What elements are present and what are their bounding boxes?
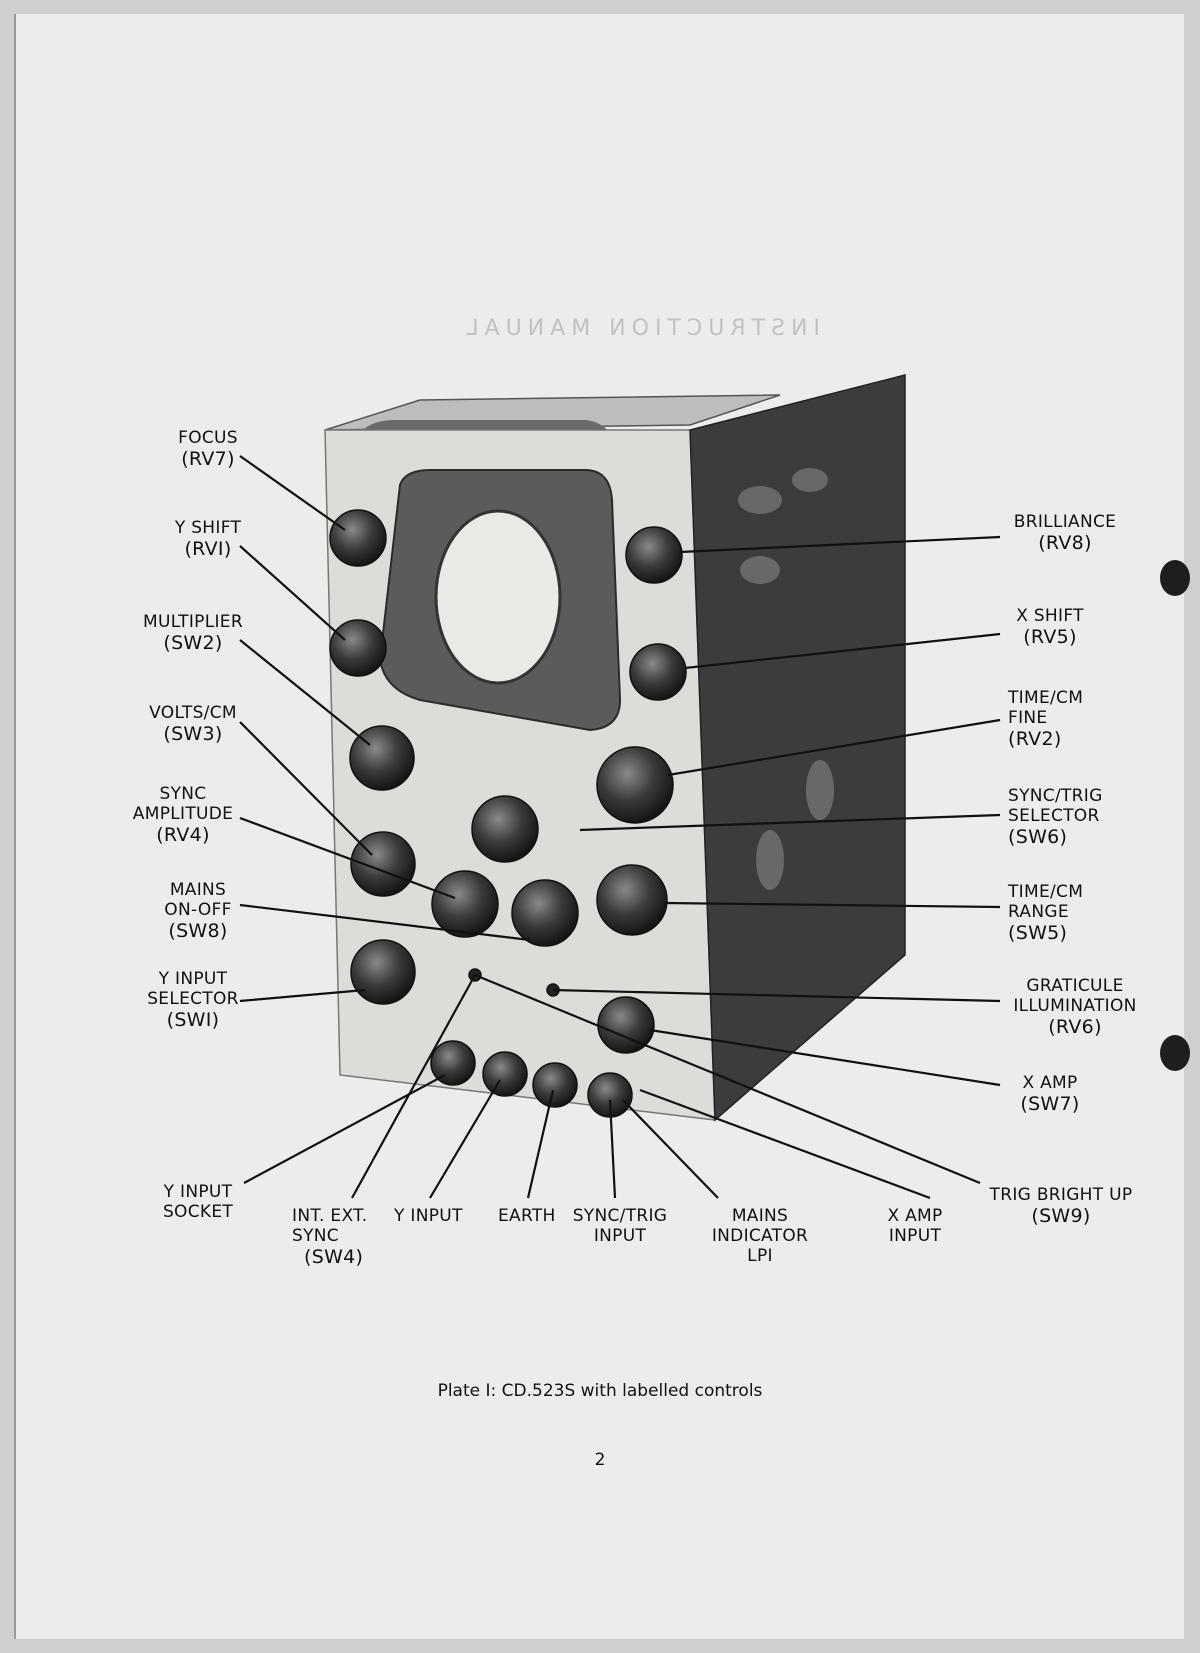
label-focus-code: (RV7) (181, 448, 235, 470)
label-graticule-illumination (1000, 976, 1150, 1039)
label-y-input-socket (148, 1182, 248, 1222)
focus-knob (330, 510, 386, 566)
label-multiplier (118, 612, 268, 655)
label-mains-on-off-name1: MAINS (169, 880, 227, 900)
label-mains-on-off-code: (SW8) (168, 920, 228, 942)
label-time-cm-range-name1: TIME/CM (1008, 882, 1084, 902)
label-time-cm-range-code: (SW5) (1008, 922, 1068, 944)
label-y-shift (158, 518, 258, 561)
label-x-amp-input-name2: INPUT (888, 1226, 942, 1246)
label-sync-trig-input (570, 1206, 670, 1246)
label-sync-trig-selector-name2: SELECTOR (1008, 806, 1100, 826)
crt-screen (436, 511, 560, 683)
label-x-amp (1005, 1073, 1095, 1116)
sync-trig-selector-knob (512, 880, 578, 946)
time-cm-range-knob (597, 865, 667, 935)
label-sync-trig-input-name2: INPUT (593, 1226, 647, 1246)
label-time-cm-fine-name2: FINE (1008, 708, 1048, 728)
label-y-input (394, 1206, 484, 1226)
brilliance-knob (626, 527, 682, 583)
label-sync-amplitude-code: (RV4) (156, 824, 210, 846)
label-focus-name: FOCUS (178, 428, 238, 448)
label-multiplier-code: (SW2) (163, 632, 223, 654)
time-cm-fine-knob (597, 747, 673, 823)
y-shift-knob (330, 620, 386, 676)
label-x-shift (1000, 606, 1100, 649)
label-time-cm-range (1008, 882, 1118, 945)
y-input-selector-knob (351, 940, 415, 1004)
label-y-input-name: Y INPUT (394, 1206, 463, 1226)
label-sync-amplitude (118, 784, 248, 847)
label-graticule-illumination-name2: ILLUMINATION (1013, 996, 1137, 1016)
label-volts-cm (128, 703, 258, 746)
label-y-input-socket-name1: Y INPUT (163, 1182, 233, 1202)
show-through-text (460, 316, 820, 341)
label-y-shift-code: (RVI) (184, 538, 232, 560)
label-mains-on-off-name2: ON-OFF (164, 900, 232, 920)
label-brilliance-code: (RV8) (1038, 532, 1092, 554)
label-multiplier-name: MULTIPLIER (143, 612, 243, 632)
label-int-ext-sync (292, 1206, 402, 1269)
label-int-ext-sync-name2: SYNC (292, 1226, 339, 1246)
punch-hole-top (1160, 560, 1190, 596)
plate-caption: Plate I: CD.523S with labelled controls (437, 1381, 763, 1401)
label-mains-indicator-name2: INDICATOR (711, 1226, 809, 1246)
svg-text:INSTRUCTION MANUAL: INSTRUCTION MANUAL (460, 316, 820, 341)
label-sync-trig-selector-code: (SW6) (1008, 826, 1068, 848)
label-focus (158, 428, 258, 471)
label-volts-cm-name: VOLTS/CM (149, 703, 237, 723)
label-sync-trig-selector-name1: SYNC/TRIG (1008, 786, 1103, 806)
page-number: 2 (594, 1450, 606, 1470)
earth-terminal (533, 1063, 577, 1107)
label-brilliance (1000, 512, 1130, 555)
label-y-input-selector (138, 969, 248, 1032)
label-y-input-selector-name2: SELECTOR (147, 989, 239, 1009)
label-time-cm-range-name2: RANGE (1008, 902, 1069, 922)
label-sync-trig-selector (1008, 786, 1128, 849)
label-x-amp-name: X AMP (1022, 1073, 1078, 1093)
label-x-amp-input (875, 1206, 955, 1246)
label-sync-trig-input-name1: SYNC/TRIG (572, 1206, 668, 1226)
label-brilliance-name: BRILLIANCE (1013, 512, 1117, 532)
label-mains-on-off (148, 880, 248, 943)
label-trig-bright-up-code: (SW9) (1031, 1205, 1091, 1227)
label-graticule-illumination-code: (RV6) (1048, 1016, 1102, 1038)
label-x-amp-input-name1: X AMP (887, 1206, 943, 1226)
label-mains-indicator-name3: LPI (747, 1246, 773, 1266)
label-x-shift-code: (RV5) (1023, 626, 1077, 648)
label-earth-name: EARTH (498, 1206, 556, 1226)
y-input-terminal (483, 1052, 527, 1096)
label-y-input-selector-name1: Y INPUT (158, 969, 228, 989)
label-y-input-selector-code: (SWI) (166, 1009, 220, 1031)
label-earth (498, 1206, 578, 1226)
label-trig-bright-up-name: TRIG BRIGHT UP (989, 1185, 1133, 1205)
x-shift-knob (630, 644, 686, 700)
label-int-ext-sync-code: (SW4) (304, 1246, 364, 1268)
mains-on-off-knob (432, 871, 498, 937)
label-volts-cm-code: (SW3) (163, 723, 223, 745)
label-time-cm-fine (1008, 688, 1118, 751)
label-time-cm-fine-name1: TIME/CM (1008, 688, 1084, 708)
label-mains-indicator (700, 1206, 820, 1266)
label-time-cm-fine-code: (RV2) (1008, 728, 1062, 750)
punch-hole-bottom (1160, 1035, 1190, 1071)
sync-amplitude-knob (472, 796, 538, 862)
label-y-shift-name: Y SHIFT (174, 518, 242, 538)
label-mains-indicator-name1: MAINS (731, 1206, 789, 1226)
label-graticule-illumination-name1: GRATICULE (1026, 976, 1124, 996)
label-int-ext-sync-name1: INT. EXT. (292, 1206, 368, 1226)
label-trig-bright-up (976, 1185, 1146, 1228)
label-y-input-socket-name2: SOCKET (162, 1202, 234, 1222)
label-sync-amplitude-name1: SYNC (159, 784, 207, 804)
label-x-shift-name: X SHIFT (1016, 606, 1084, 626)
label-x-amp-code: (SW7) (1020, 1093, 1080, 1115)
label-sync-amplitude-name2: AMPLITUDE (132, 804, 234, 824)
